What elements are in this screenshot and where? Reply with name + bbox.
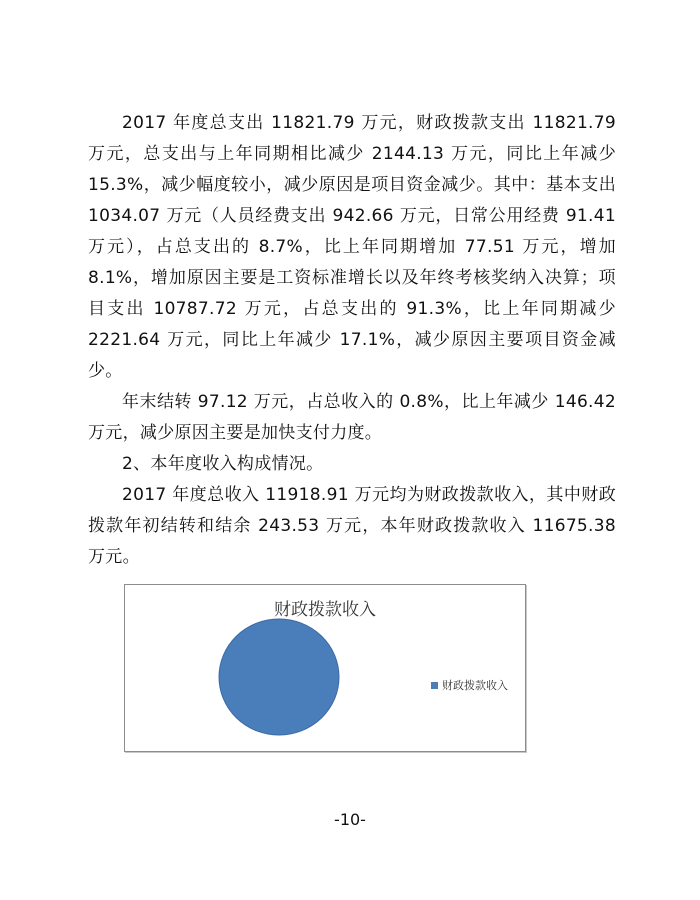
page-number: -10- [334, 810, 366, 829]
document-body [88, 108, 616, 573]
legend-label: 财政拨款收入 [442, 679, 508, 692]
paragraph-carryover: 年末结转 97.12 万元，占总收入的 0.8%，比上年减少 146.42 万元，减少原因主要是加快支付力度。 [88, 392, 616, 443]
paragraph-expenditure: 2017 年度总支出 11821.79 万元，财政拨款支出 11821.79 万元，总支出与上年同期相比减少 2144.13 万元，同比上年减少 15.3%，减少幅度较小，减少原因是项目资金减少。其中：基本支出 1034.07 万元（人员经费支出 942.66 万元，日常公用经费 91.41 万元），占总支出的 8.7%，比上年同期增加 77.51 万元，增加 8.1%，增加原因主要是工资标准增长以及年终考核奖纳入决算；项目支出 10787.72 万元，占总支出的 91.3%，比上年同期减少 2221.64 万元，同比上年减少 17.1%，减少原因主要项目资金减少。 [88, 113, 616, 381]
pie-slice-财政拨款收入 [219, 619, 339, 735]
chart-title: 财政拨款收入 [274, 600, 376, 620]
legend-swatch [431, 682, 438, 689]
pie-chart [124, 584, 526, 752]
paragraph-income: 2017 年度总收入 11918.91 万元均为财政拨款收入，其中财政拨款年初结转和结余 243.53 万元，本年财政拨款收入 11675.38 万元。 [88, 485, 616, 567]
section-heading-income: 2、本年度收入构成情况。 [122, 454, 324, 474]
pie-chart-canvas [125, 585, 525, 751]
chart-legend [431, 677, 508, 693]
